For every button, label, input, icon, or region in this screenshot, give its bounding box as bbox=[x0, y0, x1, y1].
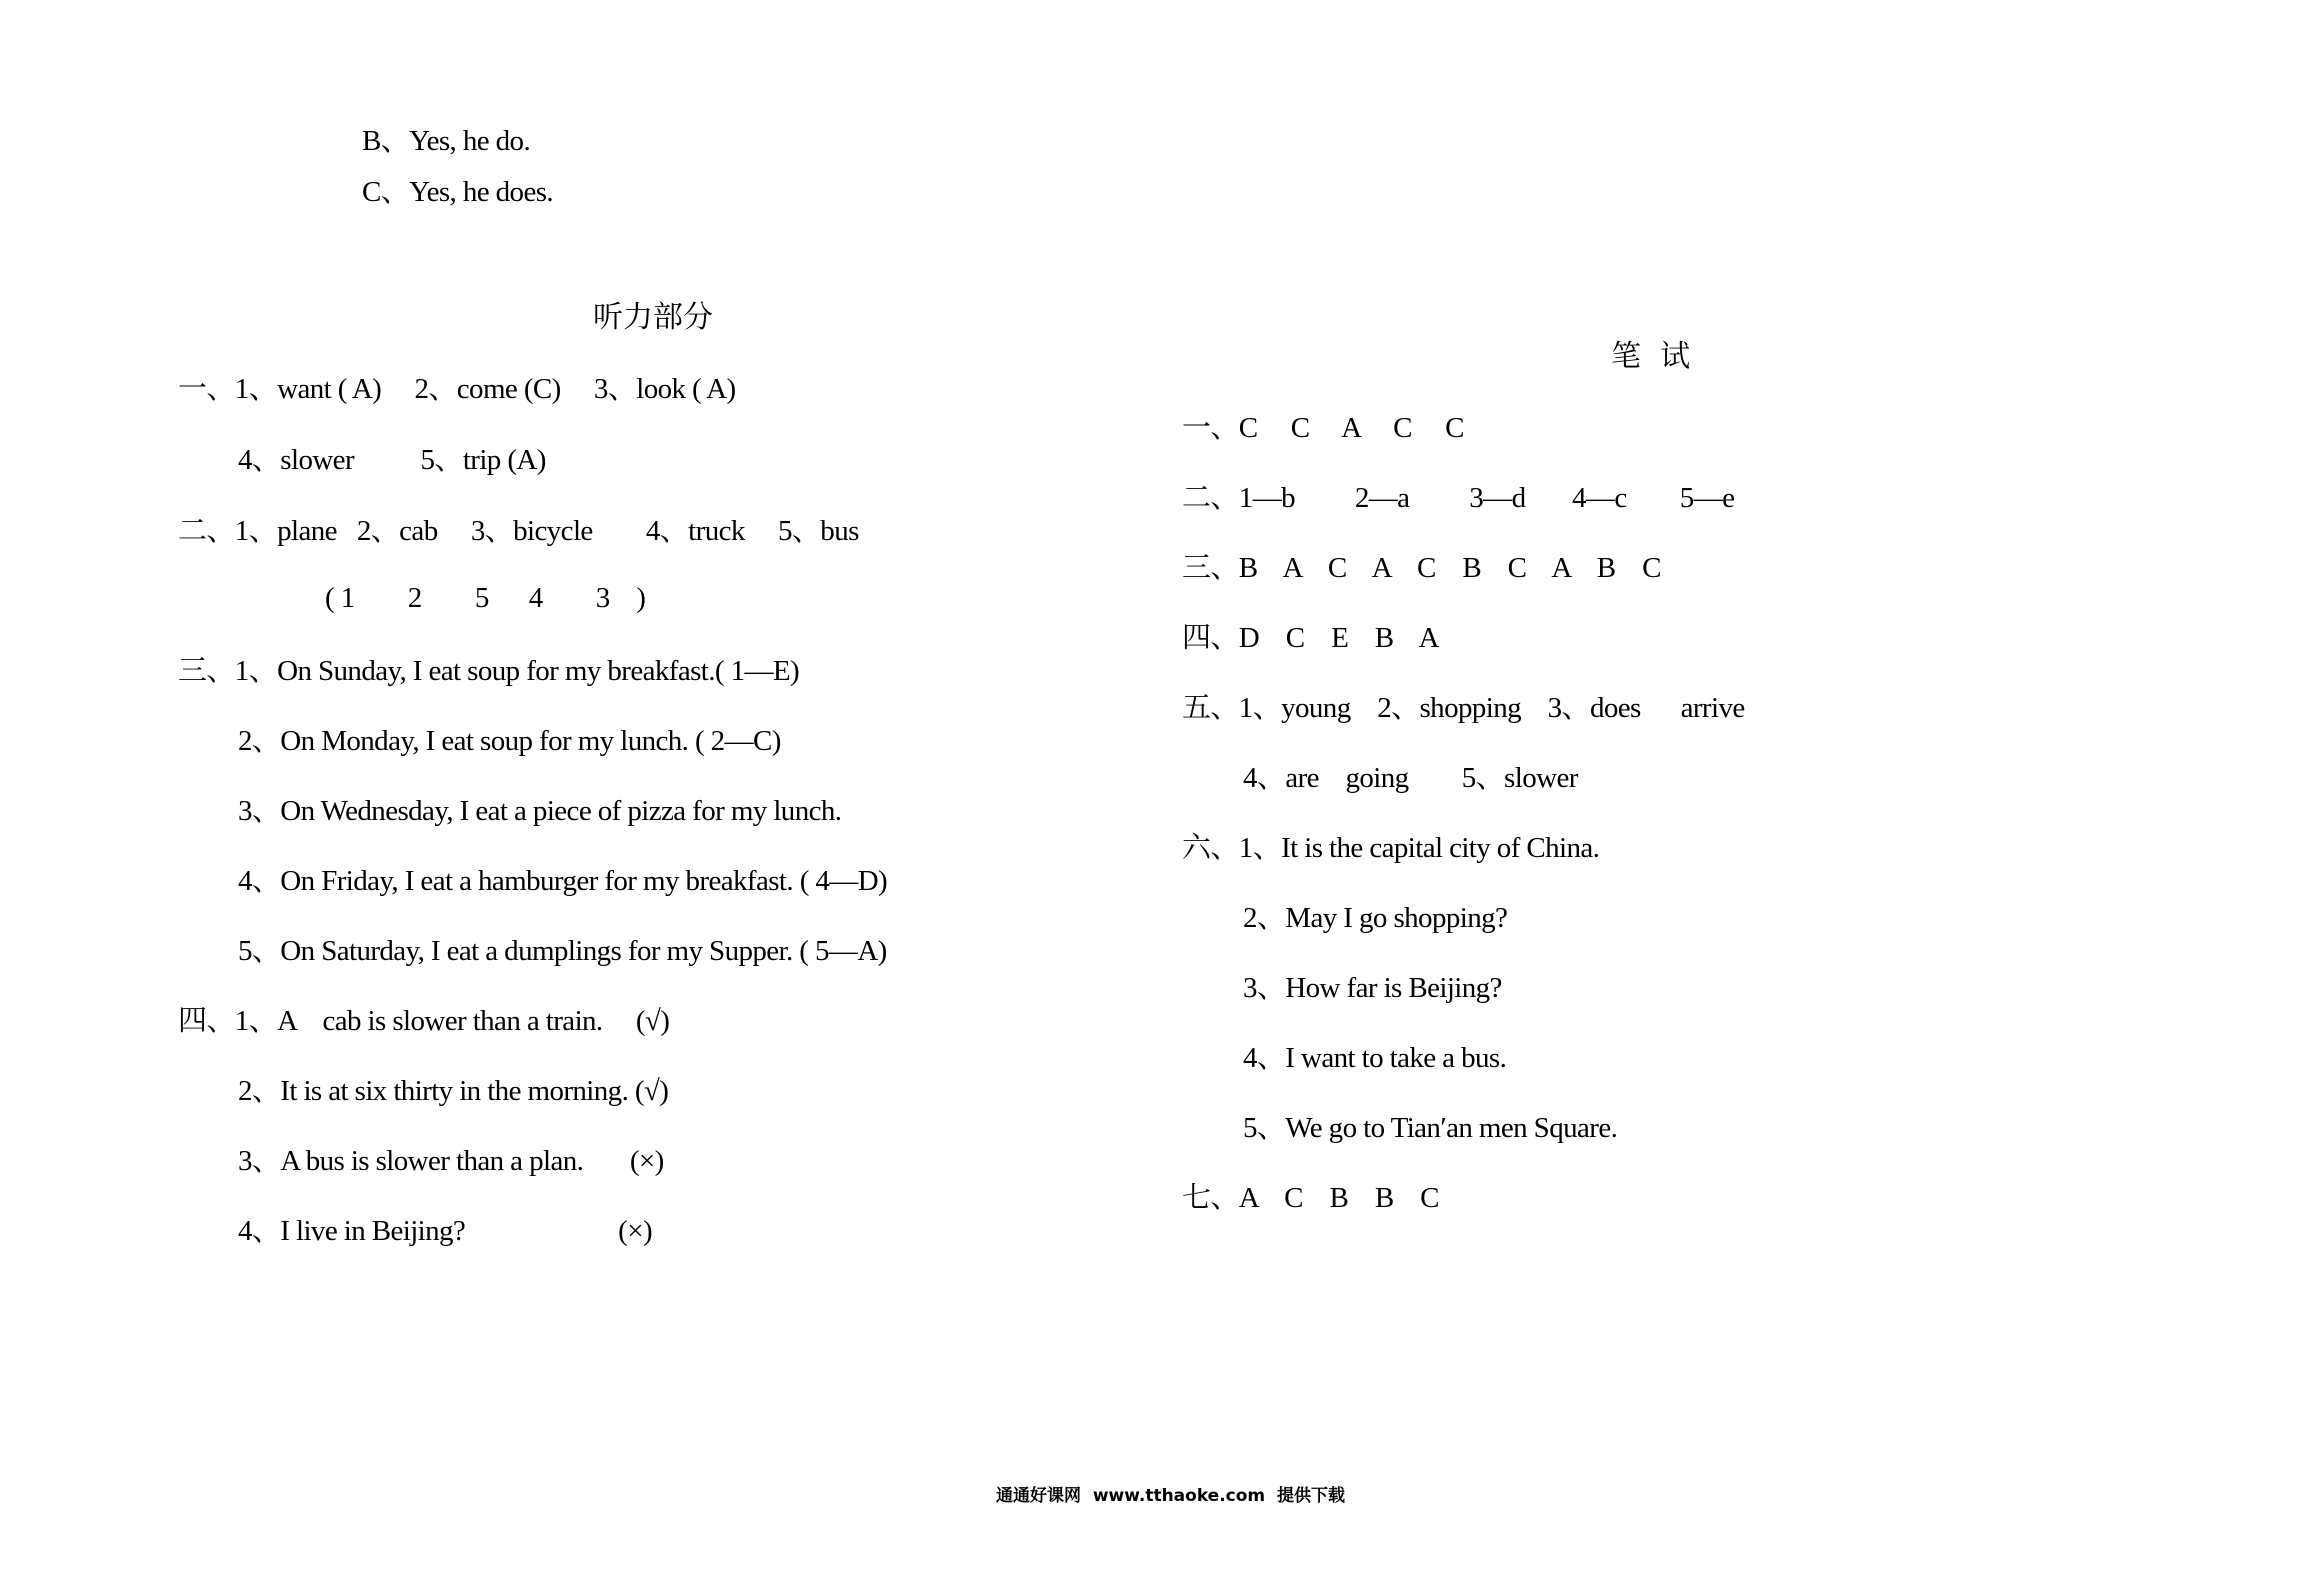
answer-line: 二、1—b 2—a 3—d 4—c 5—e bbox=[1182, 482, 1735, 514]
answer-line: 4、On Friday, I eat a hamburger for my breakfast. ( 4—D) bbox=[238, 865, 888, 897]
answer-line: 三、B A C A C B C A B C bbox=[1182, 552, 1661, 584]
answer-line: 一、1、want ( A) 2、come (C) 3、look ( A) bbox=[178, 373, 736, 405]
footer-credit: 通通好课网 www.tthaoke.com 提供下载 bbox=[996, 1486, 1345, 1506]
answer-line: 3、How far is Beijing? bbox=[1243, 972, 1502, 1004]
answer-line: 4、I live in Beijing? (×) bbox=[238, 1215, 653, 1247]
answer-line: 五、1、young 2、shopping 3、does arrive bbox=[1182, 692, 1745, 724]
answer-line: 3、On Wednesday, I eat a piece of pizza for my lunch. bbox=[238, 795, 842, 827]
written-title: 笔 试 bbox=[1611, 339, 1691, 374]
answer-line: 4、are going 5、slower bbox=[1243, 762, 1578, 794]
answer-line: 2、On Monday, I eat soup for my lunch. ( 2—C) bbox=[238, 725, 781, 757]
answer-line: 三、1、On Sunday, I eat soup for my breakfast.( 1—E) bbox=[178, 655, 800, 687]
answer-line: 四、1、A cab is slower than a train. (√) bbox=[178, 1005, 670, 1037]
answer-line: 六、1、It is the capital city of China. bbox=[1182, 832, 1600, 864]
answer-line: 4、I want to take a bus. bbox=[1243, 1042, 1507, 1074]
answer-line: 4、slower 5、trip (A) bbox=[238, 444, 546, 476]
answer-line: 5、We go to Tian′an men Square. bbox=[1243, 1112, 1618, 1144]
answer-line: 5、On Saturday, I eat a dumplings for my Supper. ( 5—A) bbox=[238, 935, 887, 967]
option-b: B、Yes, he do. bbox=[362, 125, 531, 157]
answer-line: 2、May I go shopping? bbox=[1243, 902, 1508, 934]
answer-line: ( 1 2 5 4 3 ) bbox=[325, 582, 646, 614]
answer-line: 2、It is at six thirty in the morning. (√) bbox=[238, 1075, 669, 1107]
listening-title: 听力部分 bbox=[593, 300, 713, 335]
answer-line: 二、1、plane 2、cab 3、bicycle 4、truck 5、bus bbox=[178, 515, 859, 547]
option-c: C、Yes, he does. bbox=[362, 176, 554, 208]
answer-line: 四、D C E B A bbox=[1182, 622, 1439, 654]
answer-line: 一、C C A C C bbox=[1182, 412, 1464, 444]
answer-line: 3、A bus is slower than a plan. (×) bbox=[238, 1145, 664, 1177]
answer-line: 七、A C B B C bbox=[1182, 1182, 1439, 1214]
